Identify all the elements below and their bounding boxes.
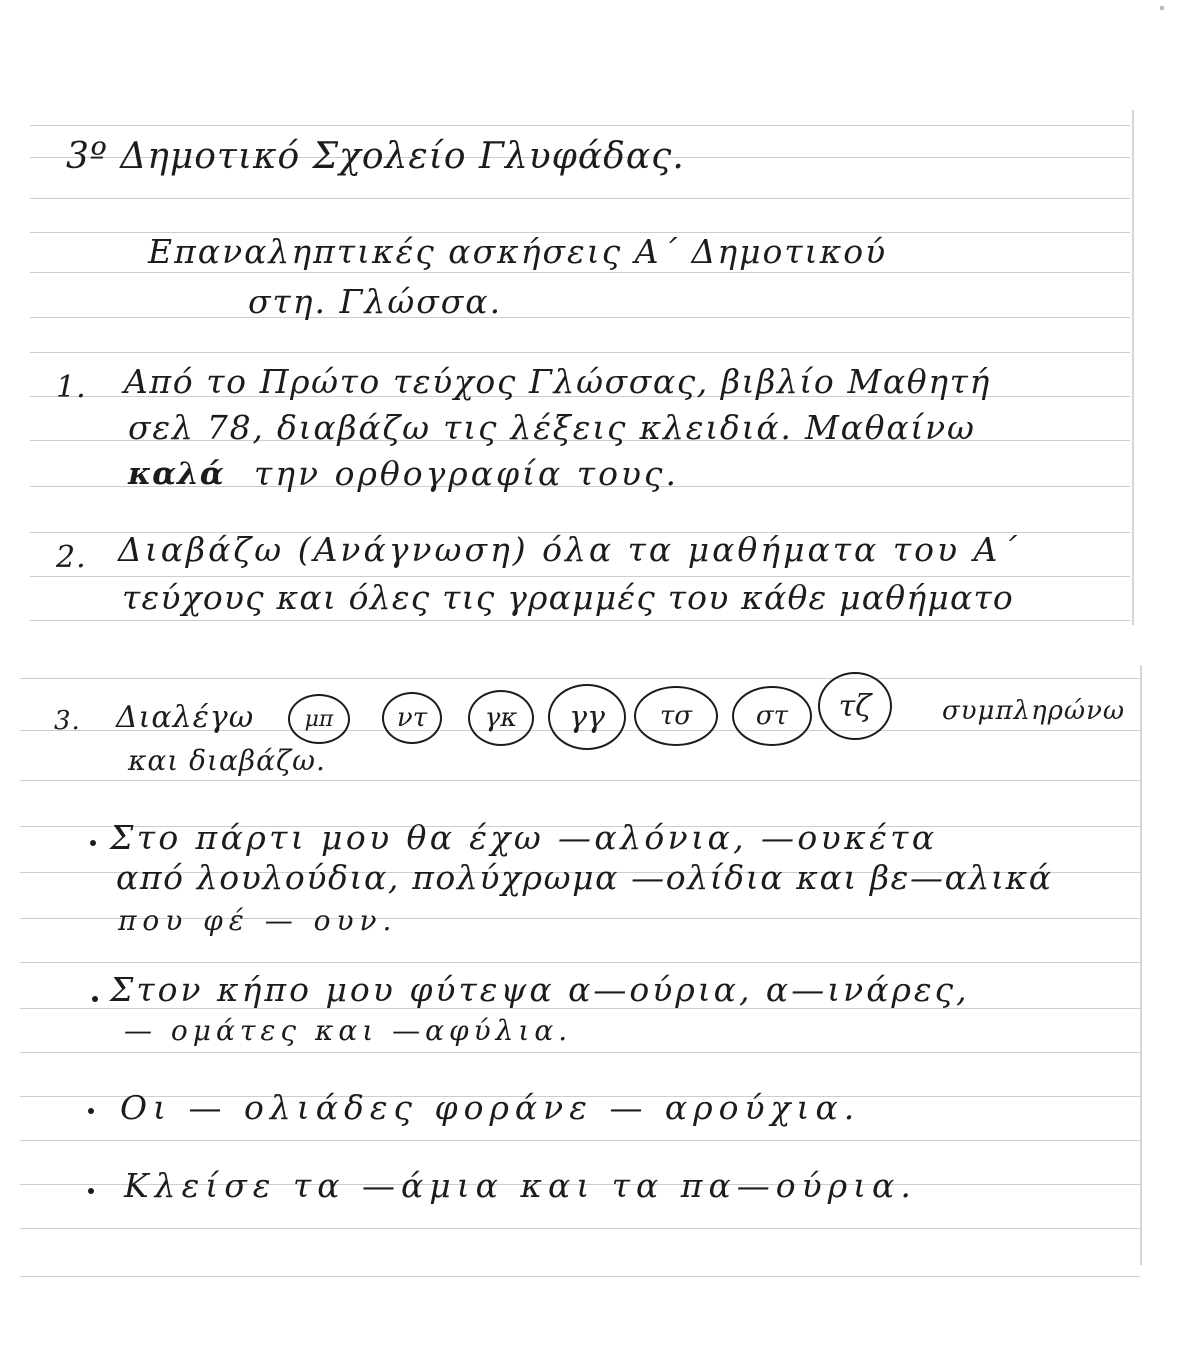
choice-circle: τσ xyxy=(634,686,718,746)
exercise-2-line: τεύχους και όλες τις γραμμές του κάθε μαθήματο xyxy=(122,578,1014,617)
ruled-line xyxy=(20,962,1140,963)
exercise-3-line: και διαβάζω. xyxy=(128,744,326,777)
choice-circle: στ xyxy=(732,686,812,746)
choice-circle: ντ xyxy=(382,692,442,744)
ruled-line xyxy=(30,125,1130,126)
bullet xyxy=(92,996,98,1002)
bullet xyxy=(88,1188,94,1194)
worksheet-subtitle: στη. Γλώσσα. xyxy=(248,282,503,321)
choice-circle: γκ xyxy=(468,690,534,746)
sentence-line: Στο πάρτι μου θα έχω —αλόνια, —ουκέτα xyxy=(110,818,938,857)
exercise-1-emphasis: καλά xyxy=(128,456,225,492)
page-edge xyxy=(1140,665,1142,1265)
worksheet-title: Επαναληπτικές ασκήσεις Α΄ Δημοτικού xyxy=(148,232,888,271)
ruled-line xyxy=(20,678,1140,679)
ruled-line xyxy=(30,620,1130,621)
ruled-line xyxy=(20,1228,1140,1229)
school-name: 3º Δημοτικό Σχολείο Γλυφάδας. xyxy=(66,136,685,177)
choice-circle: μπ xyxy=(288,694,350,744)
ruled-line xyxy=(20,1052,1140,1053)
sentence-line: — ομάτες και —αφύλια. xyxy=(124,1014,573,1047)
sentence-line: από λουλούδια, πολύχρωμα —ολίδια και βε—αλικά xyxy=(116,858,1053,897)
ruled-line xyxy=(20,780,1140,781)
ruled-line xyxy=(30,272,1130,273)
ruled-line xyxy=(20,1140,1140,1141)
sentence-line: που φέ — ουν. xyxy=(118,904,398,937)
exercise-3-intro: Διαλέγω xyxy=(116,700,255,735)
exercise-3-after: συμπληρώνω xyxy=(942,696,1126,726)
exercise-1-line: σελ 78, διαβάζω τις λέξεις κλειδιά. Μαθαίνω xyxy=(128,408,976,447)
exercise-2-number: 2. xyxy=(56,540,87,575)
exercise-1-line: Από το Πρώτο τεύχος Γλώσσας, βιβλίο Μαθητή xyxy=(124,362,991,401)
sentence-line: Οι — ολιάδες φοράνε — αρούχια. xyxy=(120,1088,861,1127)
exercise-2-line: Διαβάζω (Ανάγνωση) όλα τα μαθήματα του Α΄ xyxy=(118,530,1020,569)
choice-circle: τζ xyxy=(818,672,892,740)
ruled-line xyxy=(30,317,1130,318)
bullet xyxy=(90,840,96,846)
exercise-1-number: 1. xyxy=(56,370,87,405)
page-edge xyxy=(1132,110,1134,625)
ruled-line xyxy=(30,352,1130,353)
sentence-line: Στον κήπο μου φύτεψα α—ούρια, α—ινάρες, xyxy=(110,970,970,1009)
exercise-3-number: 3. xyxy=(54,706,81,736)
exercise-1-line: την ορθογραφία τους. xyxy=(254,454,679,493)
ruled-line xyxy=(30,576,1130,577)
ruled-line xyxy=(30,198,1130,199)
ruled-line xyxy=(20,1276,1140,1277)
choice-circle: γγ xyxy=(548,684,626,750)
scan-speck xyxy=(1160,6,1164,10)
bullet xyxy=(88,1108,94,1114)
sentence-line: Κλείσε τα —άμια και τα πα—ούρια. xyxy=(124,1166,917,1205)
